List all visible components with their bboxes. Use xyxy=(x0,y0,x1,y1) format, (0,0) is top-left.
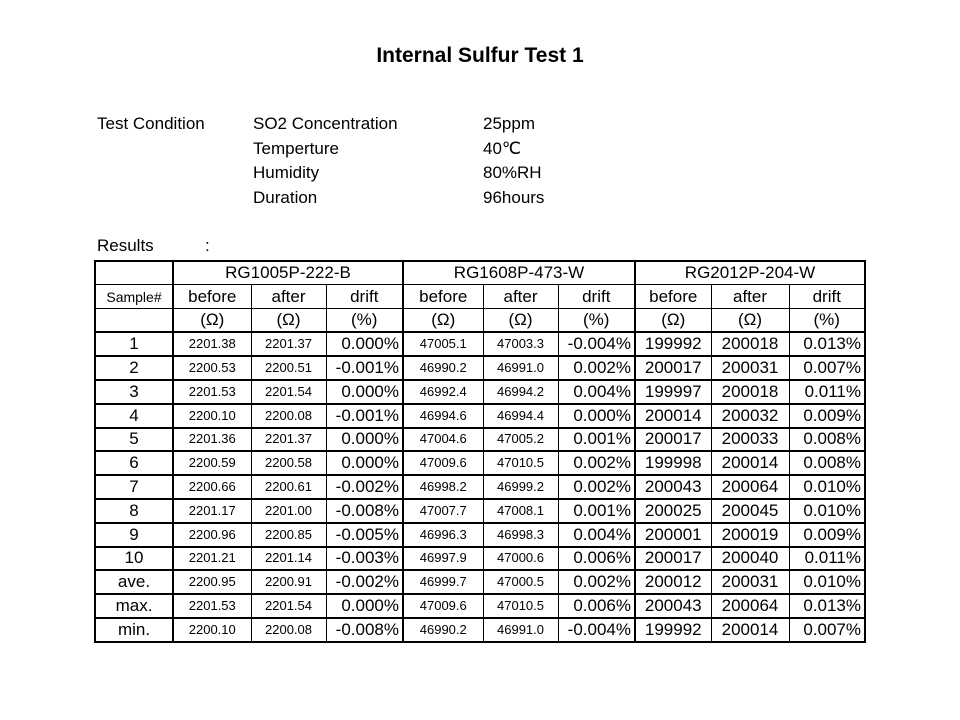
data-cell: 2200.51 xyxy=(251,356,326,380)
data-cell: 47009.6 xyxy=(403,594,483,618)
data-cell: 0.009% xyxy=(789,523,865,547)
data-cell: 0.011% xyxy=(789,380,865,404)
data-cell: 2201.53 xyxy=(173,594,251,618)
condition-name: Humidity xyxy=(253,163,320,182)
data-cell: 0.004% xyxy=(558,380,635,404)
data-cell: -0.003% xyxy=(326,547,403,571)
data-cell: 46997.9 xyxy=(403,547,483,571)
table-row xyxy=(95,332,865,356)
data-cell: -0.004% xyxy=(558,618,635,642)
row-label: 3 xyxy=(95,380,173,404)
column-header: after xyxy=(711,285,789,309)
data-cell: 0.009% xyxy=(789,404,865,428)
data-cell: 0.010% xyxy=(789,570,865,594)
data-cell: 47007.7 xyxy=(403,499,483,523)
data-cell: 0.007% xyxy=(789,356,865,380)
data-cell: 0.000% xyxy=(326,594,403,618)
data-cell: 200043 xyxy=(635,475,711,499)
data-cell: 2200.59 xyxy=(173,451,251,475)
condition-value: 25ppm xyxy=(483,114,535,133)
data-cell: 0.010% xyxy=(789,475,865,499)
data-cell: 0.007% xyxy=(789,618,865,642)
data-cell: -0.002% xyxy=(326,475,403,499)
data-cell: 47000.5 xyxy=(483,570,558,594)
data-cell: 0.013% xyxy=(789,332,865,356)
condition-row xyxy=(97,186,544,211)
data-cell: 0.008% xyxy=(789,428,865,452)
data-cell: -0.002% xyxy=(326,570,403,594)
data-cell: 2200.66 xyxy=(173,475,251,499)
data-cell: 0.002% xyxy=(558,451,635,475)
data-cell: 0.000% xyxy=(326,380,403,404)
data-cell: 46992.4 xyxy=(403,380,483,404)
column-header: drift xyxy=(789,285,865,309)
data-cell: 46999.7 xyxy=(403,570,483,594)
condition-value: 96hours xyxy=(483,187,545,207)
empty-cell xyxy=(95,309,173,333)
row-label: ave. xyxy=(95,570,173,594)
data-cell: 47005.2 xyxy=(483,428,558,452)
data-cell: 2201.37 xyxy=(251,332,326,356)
data-cell: 0.001% xyxy=(558,428,635,452)
data-cell: 200043 xyxy=(635,594,711,618)
data-cell: 200019 xyxy=(711,523,789,547)
data-cell: 2200.53 xyxy=(173,356,251,380)
data-cell: 0.011% xyxy=(789,547,865,571)
data-cell: 0.008% xyxy=(789,451,865,475)
data-cell: 200031 xyxy=(711,356,789,380)
condition-row xyxy=(97,161,544,186)
data-cell: 46994.2 xyxy=(483,380,558,404)
row-label: 1 xyxy=(95,332,173,356)
table-row xyxy=(95,428,865,452)
condition-row xyxy=(97,112,544,137)
data-cell: 2201.17 xyxy=(173,499,251,523)
data-cell: 0.002% xyxy=(558,475,635,499)
data-cell: -0.008% xyxy=(326,499,403,523)
data-cell: 46998.2 xyxy=(403,475,483,499)
data-cell: 200064 xyxy=(711,475,789,499)
row-label: min. xyxy=(95,618,173,642)
unit-header: (Ω) xyxy=(403,309,483,333)
data-cell: 2201.54 xyxy=(251,594,326,618)
data-cell: 199997 xyxy=(635,380,711,404)
data-cell: 0.013% xyxy=(789,594,865,618)
row-label: max. xyxy=(95,594,173,618)
data-cell: 2200.96 xyxy=(173,523,251,547)
sample-header: Sample# xyxy=(95,285,173,309)
column-header: drift xyxy=(326,285,403,309)
data-cell: 2200.08 xyxy=(251,618,326,642)
row-label: 7 xyxy=(95,475,173,499)
column-header: drift xyxy=(558,285,635,309)
data-cell: 2201.14 xyxy=(251,547,326,571)
condition-name: Temperture xyxy=(253,138,339,158)
table-row xyxy=(95,404,865,428)
data-cell: 46991.0 xyxy=(483,618,558,642)
data-cell: -0.008% xyxy=(326,618,403,642)
data-cell: 2201.54 xyxy=(251,380,326,404)
data-cell: 2200.08 xyxy=(251,404,326,428)
data-cell: 46991.0 xyxy=(483,356,558,380)
data-cell: 200040 xyxy=(711,547,789,571)
row-label: 10 xyxy=(95,547,173,571)
unit-header: (Ω) xyxy=(711,309,789,333)
unit-header: (Ω) xyxy=(251,309,326,333)
row-label: 6 xyxy=(95,451,173,475)
unit-header: (%) xyxy=(558,309,635,333)
data-cell: 0.002% xyxy=(558,356,635,380)
data-cell: -0.001% xyxy=(326,356,403,380)
data-cell: 47005.1 xyxy=(403,332,483,356)
data-cell: 2201.36 xyxy=(173,428,251,452)
table-row xyxy=(95,380,865,404)
corner-cell xyxy=(95,261,173,285)
row-label: 9 xyxy=(95,523,173,547)
data-cell: 47004.6 xyxy=(403,428,483,452)
data-cell: 0.000% xyxy=(326,332,403,356)
unit-header: (Ω) xyxy=(173,309,251,333)
data-cell: 200033 xyxy=(711,428,789,452)
table-row xyxy=(95,594,865,618)
data-cell: 200017 xyxy=(635,547,711,571)
data-cell: -0.005% xyxy=(326,523,403,547)
data-cell: 0.000% xyxy=(326,428,403,452)
unit-header: (%) xyxy=(789,309,865,333)
data-cell: 200045 xyxy=(711,499,789,523)
data-cell: 47010.5 xyxy=(483,451,558,475)
data-cell: 2201.21 xyxy=(173,547,251,571)
data-cell: 0.006% xyxy=(558,547,635,571)
condition-name: SO2 Concentration xyxy=(253,114,398,133)
data-cell: 200025 xyxy=(635,499,711,523)
data-cell: 2200.95 xyxy=(173,570,251,594)
data-cell: 0.000% xyxy=(326,451,403,475)
data-cell: 200012 xyxy=(635,570,711,594)
condition-value: 80%RH xyxy=(483,163,542,182)
data-cell: 46990.2 xyxy=(403,618,483,642)
data-cell: 0.004% xyxy=(558,523,635,547)
table-row xyxy=(95,499,865,523)
data-cell: 200017 xyxy=(635,428,711,452)
data-cell: 200018 xyxy=(711,380,789,404)
table-row xyxy=(95,451,865,475)
results-table xyxy=(94,260,866,643)
data-cell: 200032 xyxy=(711,404,789,428)
data-cell: 46990.2 xyxy=(403,356,483,380)
column-header: after xyxy=(483,285,558,309)
data-cell: 47009.6 xyxy=(403,451,483,475)
data-cell: 200014 xyxy=(635,404,711,428)
row-label: 4 xyxy=(95,404,173,428)
results-label: Results xyxy=(97,236,154,255)
data-cell: 199992 xyxy=(635,618,711,642)
unit-header: (Ω) xyxy=(635,309,711,333)
data-cell: 2200.85 xyxy=(251,523,326,547)
data-cell: 200001 xyxy=(635,523,711,547)
table-row xyxy=(95,618,865,642)
data-cell: 0.001% xyxy=(558,499,635,523)
row-label: 2 xyxy=(95,356,173,380)
data-cell: 0.000% xyxy=(558,404,635,428)
column-header: after xyxy=(251,285,326,309)
condition-value: 40℃ xyxy=(483,138,522,158)
data-cell: 46994.6 xyxy=(403,404,483,428)
unit-header: (Ω) xyxy=(483,309,558,333)
data-cell: 46994.4 xyxy=(483,404,558,428)
data-cell: 46999.2 xyxy=(483,475,558,499)
data-cell: 2200.61 xyxy=(251,475,326,499)
data-cell: 47010.5 xyxy=(483,594,558,618)
data-cell: 200018 xyxy=(711,332,789,356)
data-cell: 2200.91 xyxy=(251,570,326,594)
data-cell: 47008.1 xyxy=(483,499,558,523)
data-cell: 46996.3 xyxy=(403,523,483,547)
data-cell: -0.001% xyxy=(326,404,403,428)
page-title: Internal Sulfur Test 1 xyxy=(376,44,584,67)
unit-header: (%) xyxy=(326,309,403,333)
condition-name: Duration xyxy=(253,187,318,207)
test-condition-label: Test Condition xyxy=(97,114,205,133)
column-header: before xyxy=(635,285,711,309)
table-row xyxy=(95,475,865,499)
data-cell: 0.006% xyxy=(558,594,635,618)
group-header: RG1005P-222-B xyxy=(173,261,403,285)
data-cell: 0.002% xyxy=(558,570,635,594)
table-row xyxy=(95,547,865,571)
group-header: RG2012P-204-W xyxy=(635,261,865,285)
data-cell: 46998.3 xyxy=(483,523,558,547)
data-cell: 2200.58 xyxy=(251,451,326,475)
data-cell: 2201.37 xyxy=(251,428,326,452)
results-colon: : xyxy=(205,236,210,255)
data-cell: 200031 xyxy=(711,570,789,594)
data-cell: 200014 xyxy=(711,451,789,475)
data-cell: 200064 xyxy=(711,594,789,618)
column-header: before xyxy=(173,285,251,309)
column-header: before xyxy=(403,285,483,309)
data-cell: 2200.10 xyxy=(173,618,251,642)
table-row xyxy=(95,523,865,547)
test-conditions xyxy=(97,112,544,210)
row-label: 8 xyxy=(95,499,173,523)
data-cell: 0.010% xyxy=(789,499,865,523)
row-label: 5 xyxy=(95,428,173,452)
data-cell: 2201.00 xyxy=(251,499,326,523)
data-cell: 200014 xyxy=(711,618,789,642)
data-cell: -0.004% xyxy=(558,332,635,356)
data-cell: 47003.3 xyxy=(483,332,558,356)
data-cell: 47000.6 xyxy=(483,547,558,571)
data-cell: 2200.10 xyxy=(173,404,251,428)
table-row xyxy=(95,356,865,380)
table-row xyxy=(95,570,865,594)
data-cell: 200017 xyxy=(635,356,711,380)
data-cell: 199992 xyxy=(635,332,711,356)
data-cell: 2201.38 xyxy=(173,332,251,356)
condition-row xyxy=(97,137,544,162)
group-header: RG1608P-473-W xyxy=(403,261,635,285)
data-cell: 2201.53 xyxy=(173,380,251,404)
data-cell: 199998 xyxy=(635,451,711,475)
